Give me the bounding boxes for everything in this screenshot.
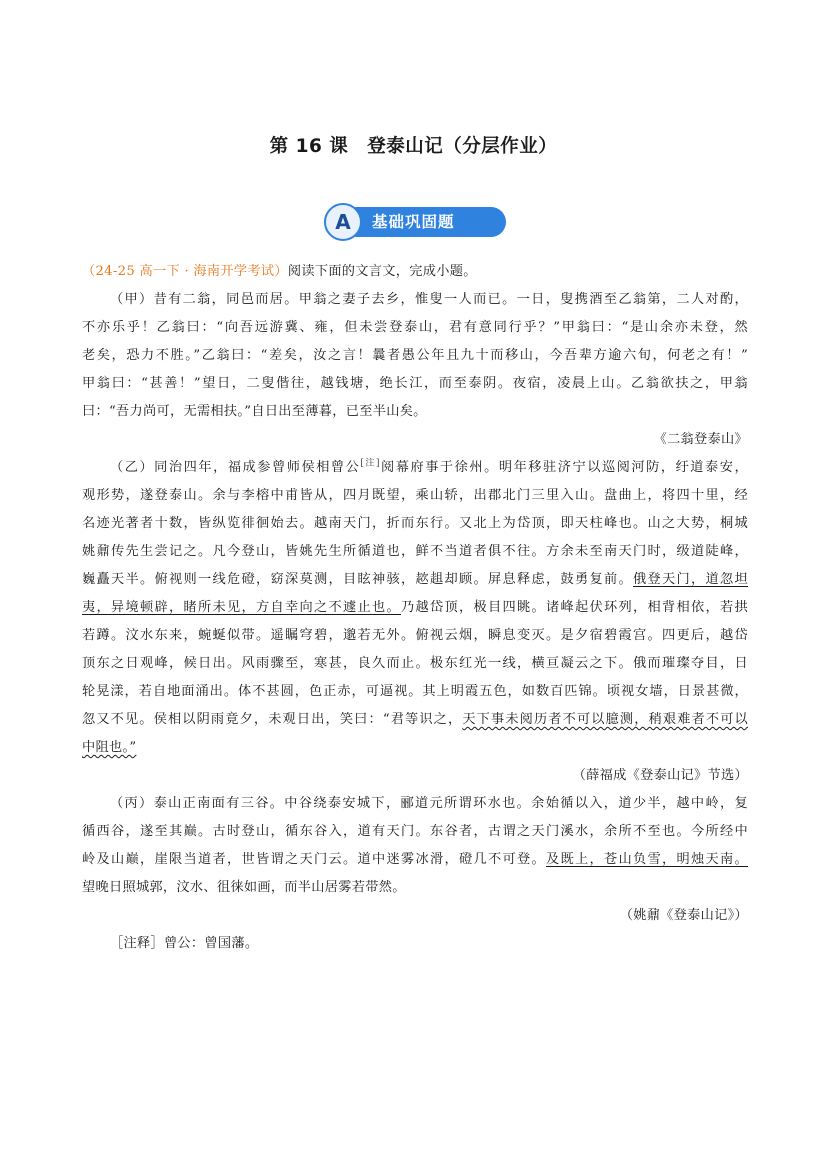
bing-citation: （姚鼐《登泰山记》）	[619, 908, 748, 923]
yi-line	[82, 594, 748, 622]
jia-line: 曰：“吾力尚可，无需相扶。”自日出至薄暮，已至半山矣。	[82, 404, 427, 419]
wavy-underlined-sentence: 中阻也。”	[82, 740, 137, 755]
section-label: 基础巩固题	[372, 213, 455, 231]
jia-line: 老矣，恐力不胜。”乙翁曰：“差矣，汝之言！曩者愚公年且九十而移山，今吾辈方逾六旬，何老之有！”	[82, 348, 748, 363]
yi-line	[82, 454, 748, 482]
note-marker: [注]	[360, 458, 380, 469]
yi-line: 顶东之日观峰，候日出。风雨骤至，寒甚，良久而止。极东红光一线，横亘凝云之下。俄而璀璨夺目，日	[82, 656, 748, 671]
yi-text: 乃越岱顶，极目四眺。诸峰起伏环列，相背相依，若拱	[401, 600, 748, 615]
passage-content	[82, 258, 748, 958]
yi-text: 阅幕府事于徐州。明年移驻济宁以巡阅河防，纡道泰安，	[379, 460, 748, 475]
section-badge: A	[324, 203, 362, 241]
jia-line: （甲）昔有二翁，同邑而居。甲翁之妻子去乡，惟叟一人而已。一日，叟携酒至乙翁第，二人对酌，	[110, 292, 748, 307]
bing-text: 岭及山巅，崖限当道者，世皆谓之天门云。道中迷雾冰滑，磴几不可登。	[82, 852, 546, 867]
page-title: 第 16 课 登泰山记（分层作业）	[269, 136, 558, 157]
question-source: （24-25 高一下 · 海南开学考试）	[82, 264, 288, 279]
yi-line: 若蹲。汶水东来，蜿蜒似带。遥瞩穹碧，邈若无外。俯视云烟，瞬息变灭。是夕宿碧霞宫。四更后，越岱	[82, 628, 748, 643]
question-prompt: 阅读下面的文言文，完成小题。	[287, 264, 477, 279]
yi-line: 观形势，遂登泰山。余与李榕中甫皆从，四月既望，乘山轿，出郡北门三里入山。盘曲上，将四十里，经	[82, 488, 748, 503]
yi-text: 巍矗天半。俯视则一线危磴，窈深莫测，目眩神骇，趑趄却顾。屏息释虑，鼓勇复前。	[82, 572, 633, 587]
yi-line	[82, 734, 748, 762]
yi-text: （乙）同治四年，福成参曾师侯相曾公	[110, 460, 361, 475]
bing-line	[82, 846, 748, 874]
bing-line: （丙）泰山正南面有三谷。中谷绕泰安城下，郦道元所谓环水也。余始循以入，道少半，越中岭，复	[110, 796, 748, 811]
footnote: ［注释］曾公：曾国藩。	[110, 936, 259, 951]
section-banner	[324, 203, 506, 241]
yi-line: 姚鼐传先生尝记之。凡今登山，皆姚先生所循道也，鲜不当道者俱不往。方余未至南天门时，级道陡峰，	[82, 544, 748, 559]
yi-citation: （薛福成《登泰山记》节选）	[572, 768, 748, 783]
yi-line: 名迹光著者十数，皆纵览徘徊始去。越南天门，折而东行。又北上为岱顶，即天柱峰也。山之大势，桐城	[82, 516, 748, 531]
question-intro	[82, 258, 748, 286]
jia-citation: 《二翁登泰山》	[653, 432, 748, 447]
underlined-sentence: 及既上，苍山负雪，明烛天南。	[546, 852, 748, 867]
underlined-sentence: 夷，异境顿辟，睹所未见，方自幸向之不遽止也。	[82, 600, 401, 615]
yi-line	[82, 706, 748, 734]
yi-line	[82, 566, 748, 594]
wavy-underlined-sentence: 天下事未阅历者不可以臆测，稍艰难者不可以	[462, 712, 748, 727]
bing-line: 望晚日照城郭，汶水、徂徕如画，而半山居雾若带然。	[82, 880, 406, 895]
yi-line: 轮晃漾，若自地面涌出。体不甚圆，色正赤，可逼视。其上明霞五色，如数百匹锦。顷视女墙，日景甚微，	[82, 684, 748, 699]
jia-line: 甲翁曰：“甚善！”望日，二叟偕往，越钱塘，绝长江，而至泰阴。夜宿，凌晨上山。乙翁欲扶之，甲翁	[82, 376, 748, 391]
underlined-sentence: 俄登天门，道忽坦	[633, 572, 748, 587]
yi-text: 忽又不见。侯相以阴雨竟夕，未观日出，笑曰：“君等识之，	[82, 712, 463, 727]
bing-line: 循西谷，遂至其巅。古时登山，循东谷入，道有天门。东谷者，古谓之天门溪水，余所不至也。今所经中	[82, 824, 748, 839]
jia-line: 不亦乐乎！乙翁曰：“向吾远游冀、雍，但未尝登泰山，君有意同行乎？”甲翁曰：“是山余亦未登，然	[82, 320, 748, 335]
